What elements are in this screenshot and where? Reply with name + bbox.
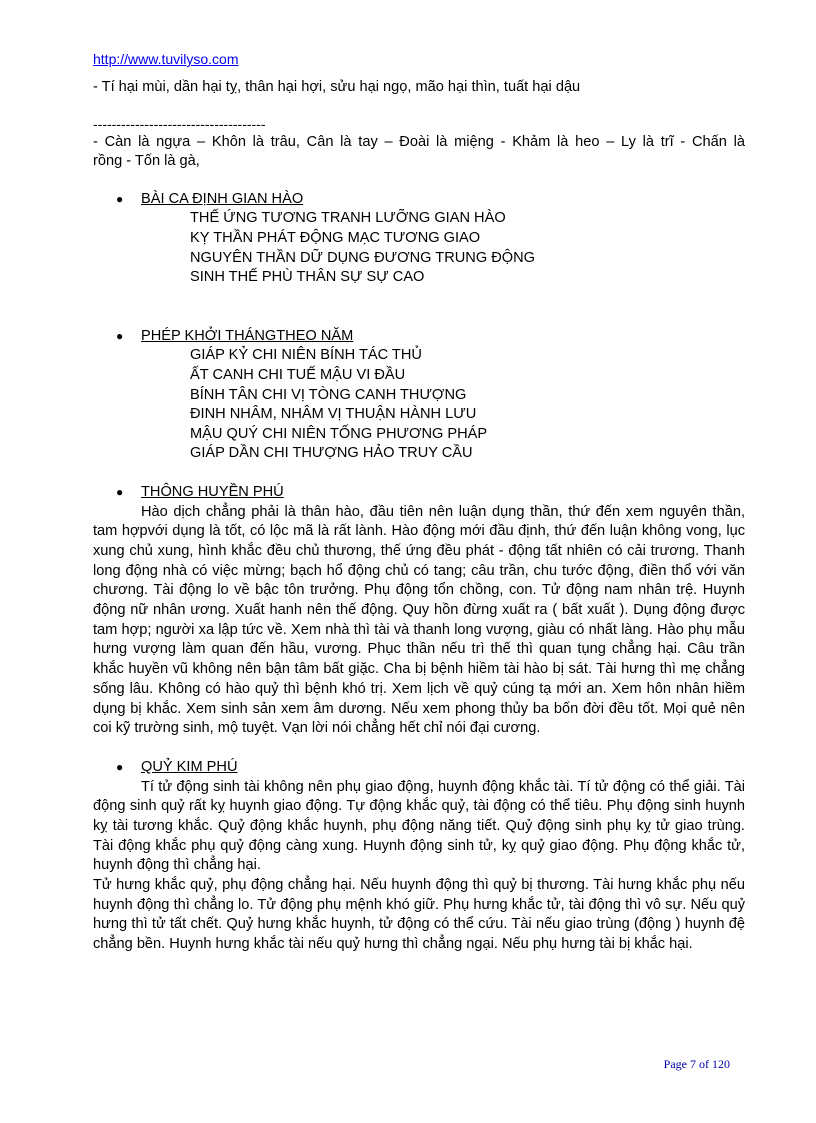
- page-number: Page 7 of 120: [663, 1057, 730, 1071]
- bullet-icon: ●: [116, 191, 124, 206]
- section-quy-kim-phu: [93, 758, 745, 955]
- header-url-link[interactable]: http://www.tuvilyso.com: [93, 51, 239, 67]
- body-paragraph: Hào dịch chẳng phải là thân hào, đầu tiên nên luận dụng thần, thứ đến xem nguyên thần, tam hợpvới dụng là tốt, có lộc mã là rất lành. Hào động mới đầu định, thứ đến luận không vong, lục xung chủ xung, hình khắc đều chủ thương, thế ứng đều phát - động tất nhiên có cải trương. Thanh long động nhà có việc mừng; bạch hổ động chủ có tang; câu trần, chu tước động, điền thổ với văn chương. Tài động lo về bậc tôn trưởng. Phụ động tổn chồng, con. Tử động nam nhân trệ. Huynh động nữ nhân ương. Xuất hanh nên thế động. Quy hồn đừng xuất ra ( bất xuất ). Dụng động được tam hợp; người xa lập tức về. Xem nhà thì tài và thanh long vượng, giàu có nhất làng. Hào phụ mẫu hưng vượng làm quan đến hầu, vương. Phục thần nếu trì thế thì quan tụng chẳng hại. Câu trần khắc huyền vũ không nên bận tâm bất giặc. Cha bị bệnh hiềm tài hào bị sát. Tài hưng thì mẹ chẳng sống lâu. Không có hào quỷ thì bệnh khó trị. Xem lịch về quỷ cúng tạ mới an. Xem hôn nhân hiềm dụng bị khắc. Xem sinh sản xem âm dương. Nếu xem phong thủy ba bốn đời đều tốt. Mọi quẻ nên coi kỹ trường sinh, mộ tuyệt. Vạn lời nói chẳng hết chỉ nói đại cương.: [93, 503, 745, 737]
- section-heading-row: [93, 327, 745, 347]
- bullet-icon: ●: [116, 328, 124, 343]
- section-title: BÀI CA ĐỊNH GIAN HÀO: [141, 190, 304, 207]
- verse-line: THẾ ỨNG TƯƠNG TRANH LƯỠNG GIAN HÀO: [190, 210, 506, 227]
- verse-line: ẤT CANH CHI TUẾ MẬU VI ĐẦU: [190, 366, 406, 383]
- verse-line: SINH THẾ PHÙ THÂN SỰ SỰ CAO: [190, 269, 425, 286]
- verse-line: BÍNH TÂN CHI VỊ TÒNG CANH THƯỢNG: [190, 386, 467, 403]
- section-title: QUỶ KIM PHÚ: [141, 758, 238, 775]
- section-heading-row: [93, 483, 745, 503]
- body-paragraph: Tử hưng khắc quỷ, phụ động chẳng hại. Nếu huynh động thì quỷ bị thương. Tài hưng khắc phụ nếu huynh động thì chẳng lo. Tử động phụ mệnh khó giữ. Phụ hưng khắc tử, tài động thì vô sự. Nếu quỷ hưng thì tử tất chết. Quỷ hưng khắc huynh, tử động có thể cứu. Tài nếu giao trùng (động ) huynh đệ chẳng bền. Huynh hưng khắc tài nếu quỷ hưng thì chẳng ngại. Nếu phụ hưng tài bị khắc hại.: [93, 877, 745, 953]
- document-page: [93, 50, 745, 955]
- intro-line-2a: - Càn là ngựa – Khôn là trâu, Cân là tay – Đoài là miệng - Khảm là heo – Ly là trĩ - Chấn là: [93, 133, 745, 150]
- verse-line: GIÁP KỶ CHI NIÊN BÍNH TÁC THỦ: [190, 347, 422, 364]
- verse-line: GIÁP DẦN CHI THƯỢNG HẢO TRUY CẦU: [190, 445, 473, 462]
- section-title: THÔNG HUYỀN PHÚ: [141, 483, 284, 500]
- intro-line-2b: rồng - Tốn là gà,: [93, 153, 200, 170]
- section-bai-ca: [93, 190, 745, 288]
- section-heading-row: [93, 758, 745, 778]
- section-phep-khoi: [93, 327, 745, 464]
- section-heading-row: [93, 190, 745, 210]
- divider: -------------------------------------: [93, 115, 266, 132]
- bullet-icon: ●: [116, 759, 124, 774]
- verse-line: MẬU QUÝ CHI NIÊN TỐNG PHƯƠNG PHÁP: [190, 425, 488, 442]
- verse-line: NGUYÊN THẦN DỮ DỤNG ĐƯƠNG TRUNG ĐỘNG: [190, 249, 536, 266]
- verse-line: KỴ THẦN PHÁT ĐỘNG MẠC TƯƠNG GIAO: [190, 229, 481, 246]
- section-title: PHÉP KHỞI THÁNGTHEO NĂM: [141, 327, 354, 344]
- verse-line: ĐINH NHÂM, NHÂM VỊ THUẬN HÀNH LƯU: [190, 406, 477, 423]
- intro-line: - Tí hại mùi, dần hại tỵ, thân hại hợi, sửu hại ngọ, mão hại thìn, tuất hại dậu: [93, 79, 581, 95]
- section-thong-huyen-phu: [93, 483, 745, 739]
- bullet-icon: ●: [116, 484, 124, 499]
- body-paragraph: Tí tử động sinh tài không nên phụ giao động, huynh động khắc tài. Tí tử động có thể giải. Tài động sinh quỷ rất kỵ huynh giao động. Tự động khắc quỷ, tài động có thể tiêu. Phụ động sinh huynh kỵ tài tương khắc. Quỷ động khắc huynh, phụ động năng tiết. Quỷ động sinh phụ kỵ tử giao trùng. Tài động khắc phụ quỷ động càng xung. Huynh động sinh tử, kỵ quỷ giao động. Phụ động khắc tử, huynh động thì chẳng hại.: [93, 778, 745, 874]
